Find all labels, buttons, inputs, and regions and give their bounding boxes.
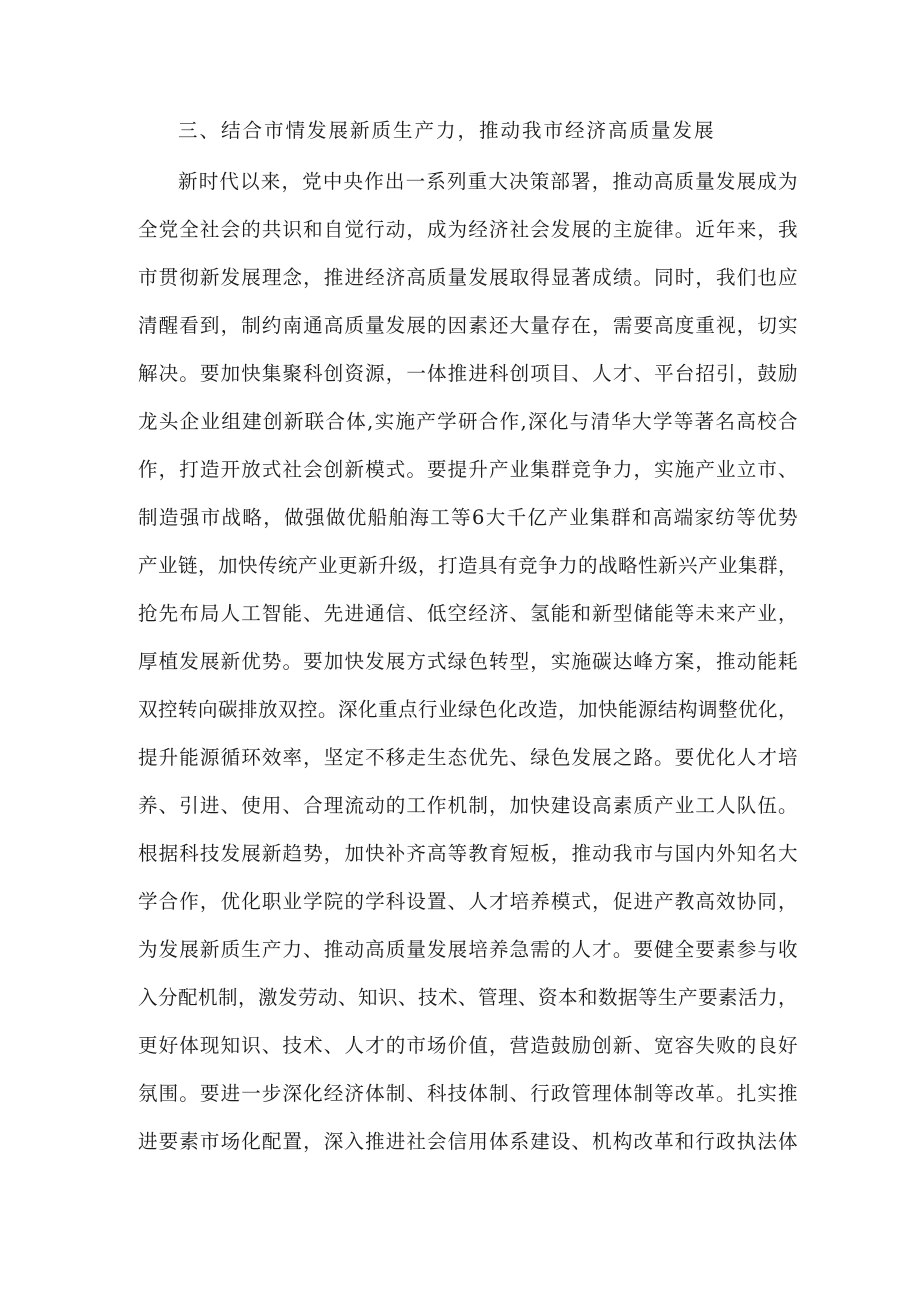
paragraph-line: 清醒看到，制约南通高质量发展的因素还大量存在，需要高度重视，切实 <box>138 314 798 337</box>
paragraph-line: 双控转向碳排放双控。深化重点行业绿色化改造，加快能源结构调整优化， <box>138 698 799 721</box>
paragraph-line: 市贯彻新发展理念，推进经济高质量发展取得显著成绩。同时，我们也应 <box>138 266 798 289</box>
paragraph-line: 进要素市场化配置，深入推进社会信用体系建设、机构改革和行政执法体 <box>138 1130 798 1153</box>
paragraph-line: 学合作，优化职业学院的学科设置、人才培养模式，促进产教高效协同， <box>138 890 798 913</box>
paragraph-line: 更好体现知识、技术、人才的市场价值，营造鼓励创新、宽容失败的良好 <box>138 1034 798 1057</box>
paragraph-line: 入分配机制，激发劳动、知识、技术、管理、资本和数据等生产要素活力， <box>138 986 799 1009</box>
paragraph-line: 氛围。要进一步深化经济体制、科技体制、行政管理体制等改革。扎实推 <box>138 1082 798 1105</box>
paragraph-line: 龙头企业组建创新联合体,实施产学研合作,深化与清华大学等著名高校合 <box>138 410 798 433</box>
paragraph-line: 为发展新质生产力、推动高质量发展培养急需的人才。要健全要素参与收 <box>138 938 798 961</box>
paragraph-line: 作，打造开放式社会创新模式。要提升产业集群竞争力，实施产业立市、 <box>138 458 798 481</box>
paragraph-line: 厚植发展新优势。要加快发展方式绿色转型，实施碳达峰方案，推动能耗 <box>138 650 798 673</box>
section-heading: 三、结合市情发展新质生产力，推动我市经济高质量发展 <box>178 119 716 142</box>
paragraph-line: 根据科技发展新趋势，加快补齐高等教育短板，推动我市与国内外知名大 <box>138 842 798 865</box>
paragraph-line: 产业链，加快传统产业更新升级，打造具有竞争力的战略性新兴产业集群， <box>138 554 799 577</box>
paragraph-line: 新时代以来，党中央作出一系列重大决策部署，推动高质量发展成为 <box>178 170 798 193</box>
paragraph-line: 制造强市战略，做强做优船舶海工等6大千亿产业集群和高端家纺等优势 <box>138 506 798 529</box>
paragraph-line: 养、引进、使用、合理流动的工作机制，加快建设高素质产业工人队伍。 <box>138 794 798 817</box>
paragraph-line: 提升能源循环效率，坚定不移走生态优先、绿色发展之路。要优化人才培 <box>138 746 798 769</box>
paragraph-line: 抢先布局人工智能、先进通信、低空经济、氢能和新型储能等未来产业， <box>138 602 798 625</box>
paragraph-line: 全党全社会的共识和自觉行动，成为经济社会发展的主旋律。近年来，我 <box>138 218 798 241</box>
paragraph-line: 解决。要加快集聚科创资源，一体推进科创项目、人才、平台招引，鼓励 <box>138 362 798 385</box>
